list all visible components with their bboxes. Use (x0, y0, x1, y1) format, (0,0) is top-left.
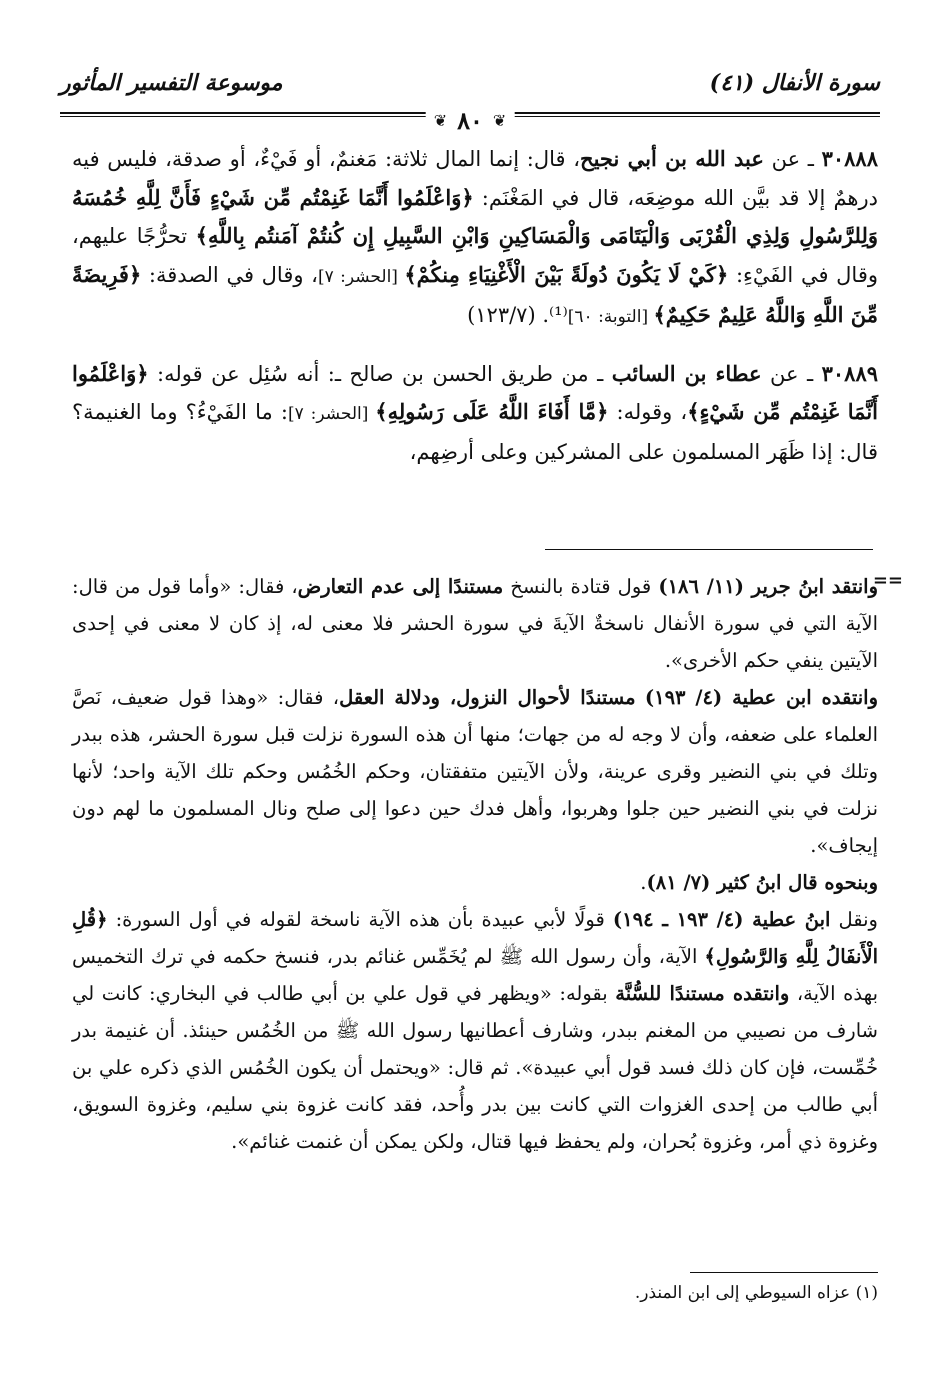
bold-run: ابنُ عطية (٤/ ١٩٣ ـ ١٩٤) (612, 908, 831, 931)
quran-verse: ﴿مَّا أَفَاءَ اللَّهُ عَلَى رَسُولِهِ﴾ (375, 399, 609, 424)
ornament-right-icon: ❦ (492, 110, 507, 130)
quran-verse: ﴿قُلِ الْأَنفَالُ لِلَّهِ وَالرَّسُولِ﴾ (72, 908, 878, 968)
note-paragraph (72, 679, 878, 864)
note-paragraph (72, 864, 878, 901)
footnote-text: عزاه السيوطي إلى ابن المنذر. (634, 1283, 851, 1303)
text-run: : ما الفَيْءُ؟ وما الغنيمة؟ قال: إذا ظَهَر المسلمون على المشركين وعلى أرضِهم، (72, 400, 878, 464)
text-run: قول قتادة بالنسخ (503, 575, 659, 598)
quran-verse: ﴿وَاعْلَمُوا أَنَّمَا غَنِمْتُم مِّن شَيْءٍ﴾ (72, 360, 878, 424)
continuation-mark: == (872, 570, 903, 591)
page-number: ٨٠ (457, 106, 483, 135)
main-text (72, 140, 878, 471)
bold-run: وانتقده مستندًا للسُّنَّة (615, 982, 790, 1005)
entry-text (72, 147, 878, 327)
ornament-left-icon: ❦ (433, 110, 448, 130)
text-run: ، فقال: «وهذا قول ضعيف، نَصَّ العلماء على ضعفه، وأن لا وجه له من جهات؛ منها أن هذه السورة نزلت قبل سورة الحشر، هذه ببدر وتلك في بني النضير وقرى عرينة، ولأن الآيتين متفقتان، وحكم الخُمُس وحكم تلك الآية واحد؛ لأنها نزلت في بني النضير حين جلوا وهربوا، وأهل فدك حين دعوا إلى صلح ونال المسلمون ما لهم دون إيجاف». (72, 686, 878, 857)
text-run: . (640, 871, 647, 894)
text-run: تحرُّجًا عليهم، وقال في الفَيْءِ: (72, 224, 879, 287)
verse-reference: [الحشر: ٧] (317, 266, 405, 287)
bold-run: وانتقد ابنُ جرير (١١/ ١٨٦) (658, 575, 878, 598)
note-paragraph (72, 901, 878, 1160)
text-run: بقوله: «ويظهر في قول علي بن أبي طالب في البخاري: كانت لي شارف من نصيبي من المغنم ببدر، وشارف أعطانيها رسول الله ﷺ من الخُمُس حينئذ. أن غنيمة بدر خُمِّست، فإن كان ذلك فسد قول أبي عبيدة». ثم قال: «ويحتمل أن يكون الخُمُس الذي ذكره علي بن أبي طالب من إحدى الغزوات التي كانت بين بدر وأُحد، فقد كانت غزوة بني سليم، وغزوة السويق، وغزوة ذي أمر، وغزوة بُحران، ولم يحفظ فيها قتال، ولكن يمكن أن غنمت غنائم». (72, 982, 878, 1153)
verse-reference: [التوبة: ٦٠] (567, 307, 654, 327)
text-run: ، وقوله: (608, 400, 688, 424)
bold-run: وانتقده ابن عطية (٤/ ١٩٣) (644, 686, 878, 709)
entry-number: ٣٠٨٨٩ (821, 360, 879, 386)
text-run: ـ عن (763, 147, 822, 171)
text-run (636, 686, 645, 709)
bold-run: وبنحوه قال ابنُ كثير (٧/ ٨١) (646, 871, 878, 894)
verse-reference: [الحشر: ٧] (287, 404, 376, 424)
note-paragraph (72, 568, 878, 679)
text-run: قولًا لأبي عبيدة بأن هذه الآية ناسخة لقوله في أول السورة: (107, 908, 613, 931)
text-run: ، فقال: «وأما قول من قال: الآية التي في سورة الأنفال ناسخةٌ الآيةَ في سورة الحشر فلا معنى له، إذ كان لا معنى في إحدى الآيتين ينفي حكم الأخرى». (72, 575, 878, 672)
text-run: الآية، وأن رسول الله ﷺ لم يُخَمِّس غنائم بدر، فنسخ حكمه في ترك التخميس بهذه الآية، (72, 945, 878, 1005)
text-run: ـ عن (761, 361, 822, 386)
quran-verse: ﴿وَاعْلَمُوا أَنَّمَا غَنِمْتُم مِّن شَيْءٍ فَأَنَّ لِلَّهِ خُمُسَهُ وَلِلرَّسُولِ وَلِذِي الْقُرْبَى وَالْيَتَامَى وَالْمَسَاكِينِ وَابْنِ السَّبِيلِ إِن كُنتُمْ آمَنتُم بِاللَّهِ﴾ (72, 184, 878, 248)
quran-verse: ﴿فَرِيضَةً مِّنَ اللَّهِ وَاللَّهُ عَلِيمٌ حَكِيمٌ﴾ (72, 261, 878, 327)
text-run: ، قال: إنما المال ثلاثة: مَغنمٌ، أو فَيْءٌ، أو صدقة، فليس فيه درهمٌ إلا قد بيَّن الله موضِعَه، قال في المَغْنَم: (72, 147, 878, 210)
bold-run: عطاء بن السائب (611, 360, 762, 386)
hadith-entry (72, 355, 878, 472)
footnote-marker: (١) (855, 1283, 878, 1303)
text-run: ، وقال في الصدقة: (141, 262, 318, 287)
text-run: ـ من طريق الحسن بن صالح ـ: أنه سُئِل عن قوله: (148, 361, 612, 386)
entry-number: ٣٠٨٨٨ (821, 146, 878, 171)
bold-run: عبد الله بن أبي نجيح (580, 146, 764, 171)
running-header (60, 62, 880, 135)
footnote-rule (690, 1272, 878, 1273)
notes-divider (545, 549, 873, 550)
text-run: ⁽¹⁾. (١٢٣/٧) (467, 303, 568, 327)
quran-verse: ﴿كَيْ لَا يَكُونَ دُولَةً بَيْنَ الْأَغْنِيَاءِ مِنكُمْ﴾ (404, 261, 729, 287)
bold-run: مستندًا لأحوال النزول، ودلالة العقل (339, 686, 636, 709)
page-number-group (426, 106, 515, 135)
book-title: موسوعة التفسير المأثور (60, 70, 283, 96)
surah-title: سورة الأنفال (٤١) (709, 70, 880, 96)
bold-run: مستندًا إلى عدم التعارض (297, 575, 504, 598)
text-run: ونقل (830, 908, 878, 931)
commentary-notes (72, 568, 903, 1160)
footnote (378, 1283, 878, 1303)
entry-text (72, 362, 878, 464)
hadith-entry (72, 140, 878, 337)
